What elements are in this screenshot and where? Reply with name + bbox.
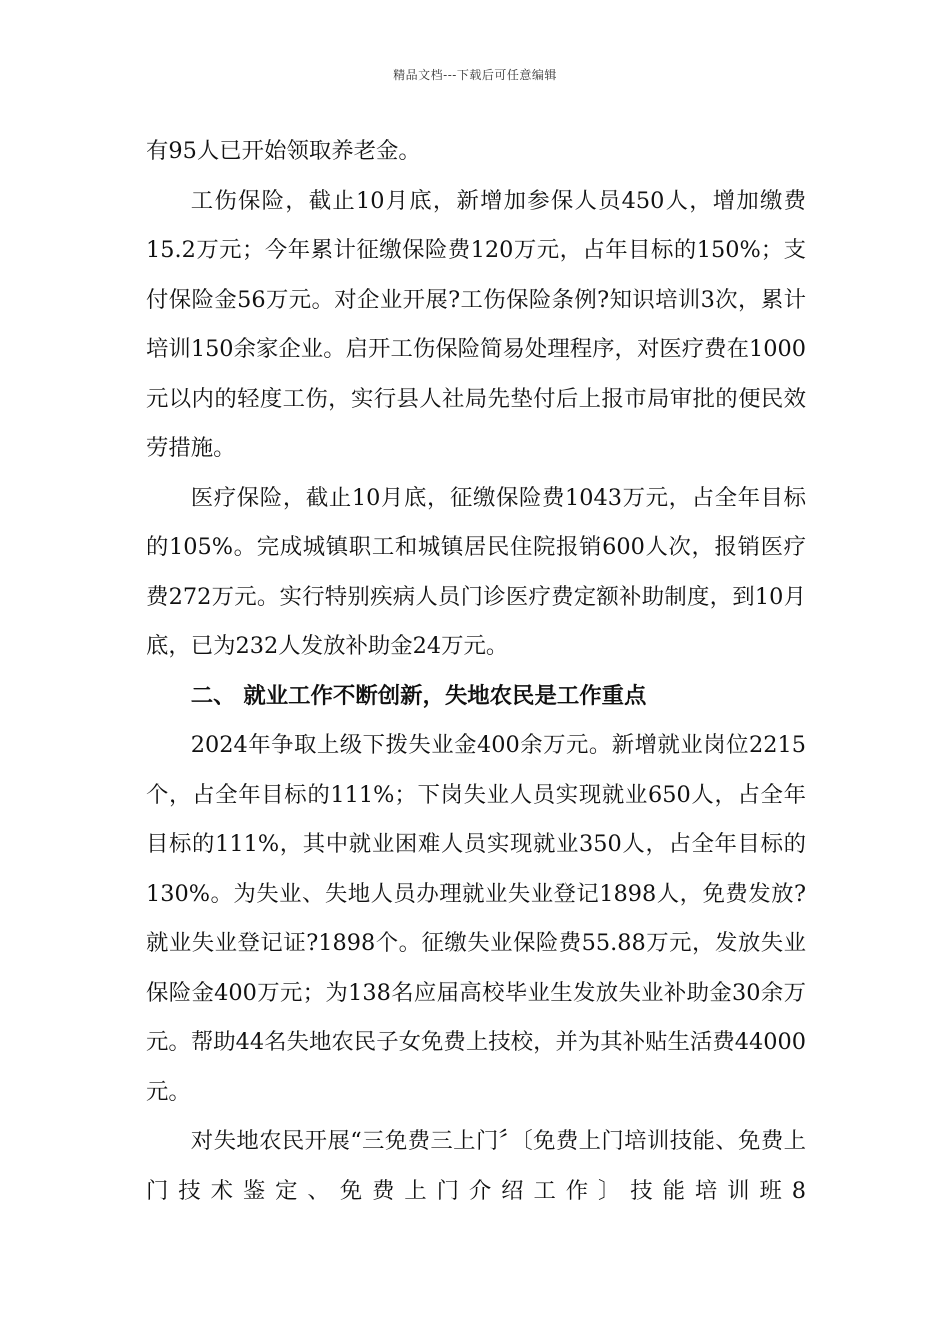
paragraph-pension-continued: 有95人已开始领取养老金。: [146, 138, 421, 164]
section-heading-employment: 二、 就业工作不断创新，失地农民是工作重点: [190, 682, 647, 709]
paragraph-land-lost-farmers: 对失地农民开展“三免费三上门〞〔免费上门培训技能、免费上门技术鉴定、免费上门介绍工作〕技能培训班8: [146, 1128, 806, 1204]
page-header: 精品文档---下载后可任意编辑: [393, 68, 557, 82]
paragraph-medical-insurance: 医疗保险，截止10月底，征缴保险费1043万元，占全年目标的105%。完成城镇职工和城镇居民住院报销600人次，报销医疗费272万元。实行特别疾病人员门诊医疗费定额补助制度，到10月底，已为232人发放补助金24万元。: [146, 484, 806, 659]
paragraph-work-injury-insurance: 工伤保险，截止10月底，新增加参保人员450人，增加缴费15.2万元；今年累计征缴保险费120万元，占年目标的150%；支付保险金56万元。对企业开展?工伤保险条例?知识培训3次，累计培训150余家企业。启开工伤保险简易处理程序，对医疗费在1000元以内的轻度工伤，实行县人社局先垫付后上报市局审批的便民效劳措施。: [146, 187, 806, 461]
paragraph-employment-2024: 2024年争取上级下拨失业金400余万元。新增就业岗位2215个，占全年目标的111%；下岗失业人员实现就业650人，占全年目标的111%，其中就业困难人员实现就业350人，占全年目标的130%。为失业、失地人员办理就业失业登记1898人，免费发放?就业失业登记证?1898个。征缴失业保险费55.88万元，发放失业保险金400万元；为138名应届高校毕业生发放失业补助金30余万元。帮助44名失地农民子女免费上技校，并为其补贴生活费44000元。: [146, 732, 806, 1105]
document-body: [146, 127, 806, 1216]
